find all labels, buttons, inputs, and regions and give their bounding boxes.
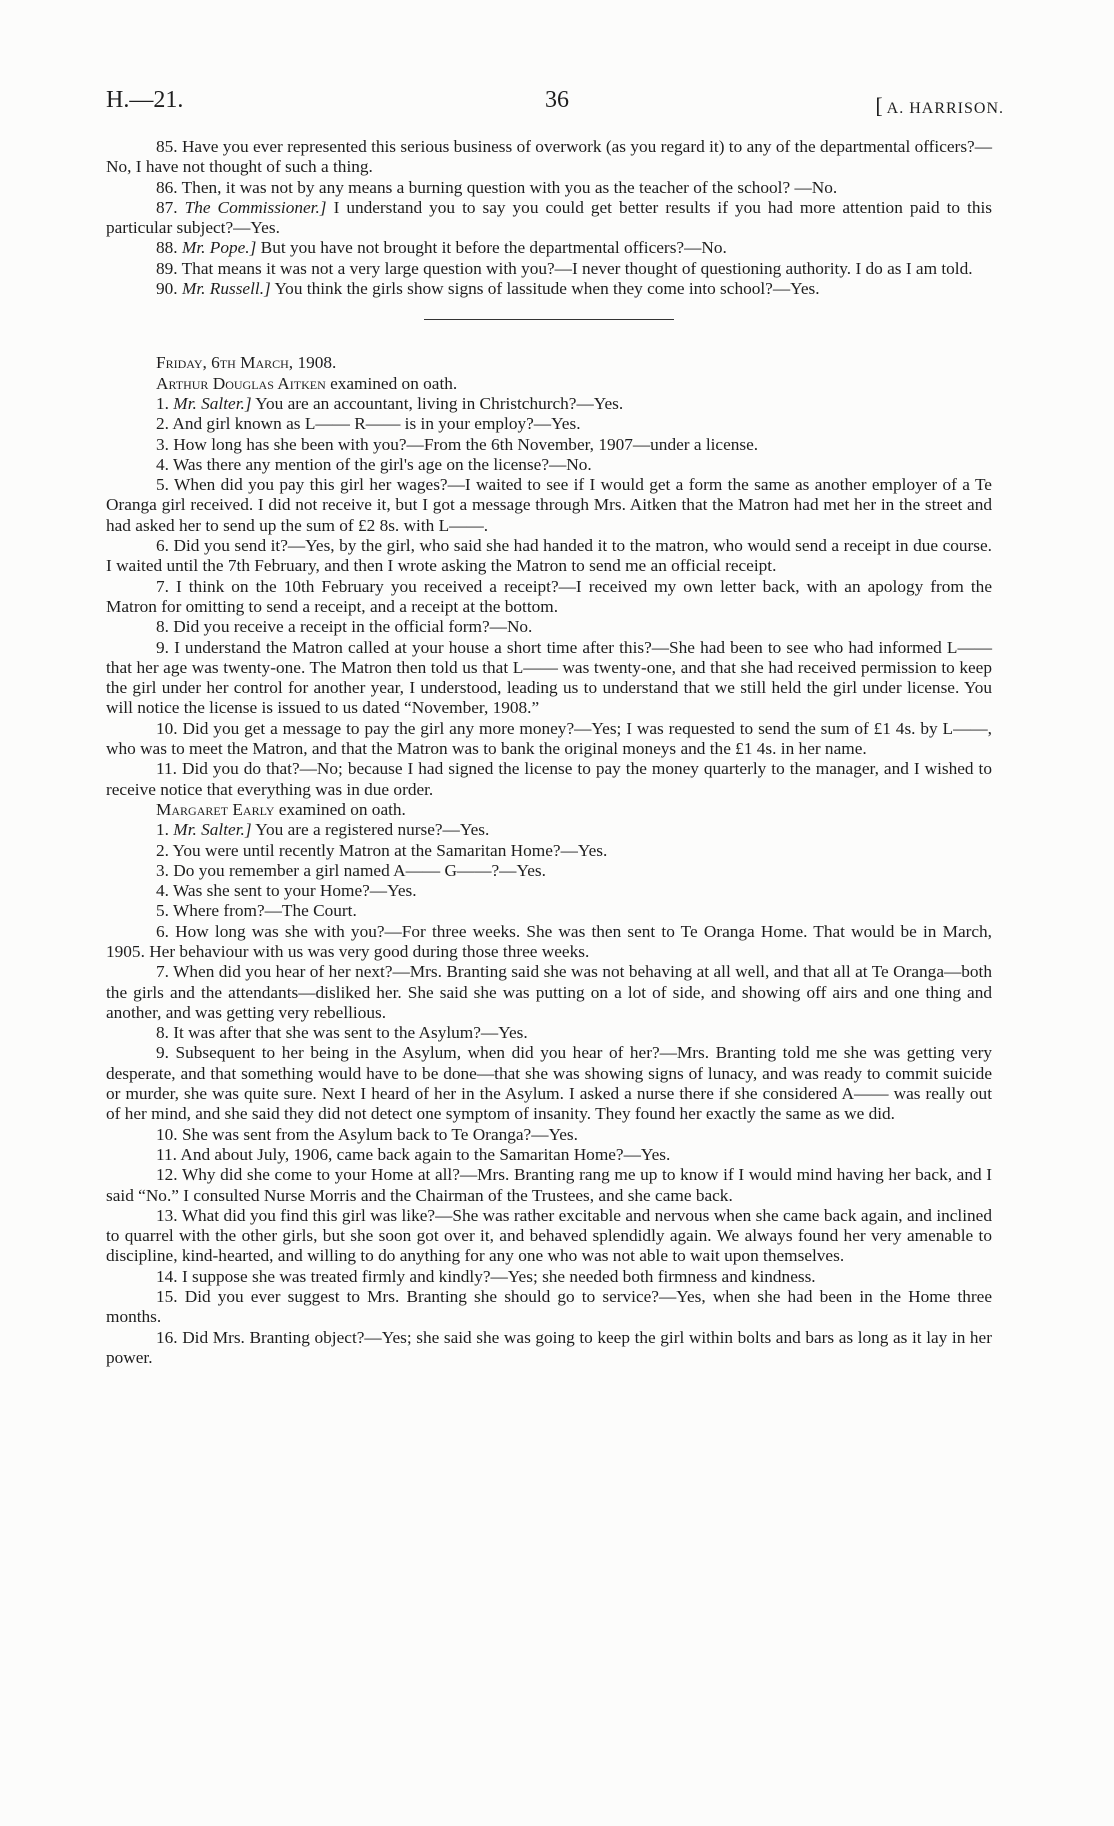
witness-suffix: examined on oath.: [330, 373, 458, 393]
question-paragraph: [106, 1328, 992, 1369]
question-number: 13.: [156, 1205, 178, 1225]
question-paragraph: [106, 638, 992, 719]
question-text: Did Mrs. Branting object?—Yes; she said she was going to keep the girl within bolts and bars as long as it lay in her power.: [106, 1327, 992, 1367]
question-text: I think on the 10th February you received a receipt?—I received my own letter back, with an apology from the Matron for omitting to send a receipt, and a receipt at the bottom.: [106, 576, 992, 616]
question-number: 10.: [156, 718, 178, 738]
question-paragraph: [106, 238, 992, 258]
question-paragraph: [106, 617, 992, 637]
question-text: She was sent from the Asylum back to Te Oranga?—Yes.: [181, 1124, 578, 1144]
question-text: Did you send it?—Yes, by the girl, who said she had handed it to the matron, who would send a receipt in due course. I waited until the 7th February, and then I wrote asking the Matron to send me an official receipt.: [106, 536, 992, 576]
bracket-mark: [: [875, 93, 884, 118]
question-paragraph: [106, 1165, 992, 1206]
question-text: You were until recently Matron at the Samaritan Home?—Yes.: [172, 840, 608, 860]
question-paragraph: [106, 536, 992, 577]
question-number: 10.: [156, 1124, 178, 1144]
question-number: 7.: [156, 576, 169, 596]
question-paragraph: [106, 279, 992, 299]
question-number: 11.: [156, 1144, 177, 1164]
question-number: 3.: [156, 860, 169, 880]
question-text: Subsequent to her being in the Asylum, when did you hear of her?—Mrs. Branting told me she was getting very desperate, and that something would have to be done—that she was showing signs of lunacy, and was ready to commit suicide or murder, she was quite sure. Next I heard of her in the Asylum. I asked a nurse there if she considered A—— was really out of her mind, and she said they did not detect one symptom of insanity. They found her exactly the same as we did.: [106, 1043, 993, 1124]
transcript-body: [106, 137, 992, 1368]
question-text: How long was she with you?—For three weeks. She was then sent to Te Oranga Home. That would be in March, 1905. Her behaviour with us was very good during those three weeks.: [106, 921, 992, 961]
section-harrison-questions: [106, 137, 992, 299]
question-paragraph: [106, 137, 992, 178]
document-reference: H.—21.: [106, 87, 184, 113]
question-paragraph: [106, 577, 992, 618]
question-text: Why did she come to your Home at all?—Mrs. Branting rang me up to know if I would mind having her back, and I said “No.” I consulted Nurse Morris and the Chairman of the Trustees, and she came back.: [106, 1165, 992, 1205]
speaker-name: Mr. Pope.]: [181, 238, 257, 258]
question-paragraph: [106, 435, 992, 455]
question-paragraph: [106, 198, 992, 239]
question-text: It was after that she was sent to the Asylum?—Yes.: [173, 1023, 528, 1043]
witness-heading-early: [106, 800, 992, 820]
page-number: 36: [545, 87, 569, 113]
question-number: 1.: [156, 820, 169, 840]
question-paragraph: [106, 1125, 992, 1145]
question-text: I understand the Matron called at your house a short time after this?—She had been to see who had informed L—— that her age was twenty-one. The Matron then told us that L—— was twenty-one, and that she had received permission to keep the girl under her control for another year, I understood, leading us to understand that we still held the girl under license. You will notice the license is issued to us dated “November, 1908.”: [106, 637, 993, 718]
question-number: 9.: [156, 1043, 169, 1063]
question-paragraph: [106, 841, 992, 861]
question-number: 89.: [156, 258, 178, 278]
question-text: I understand you to say you could get better results if you had more attention paid to this particular subject?—Yes.: [106, 197, 993, 238]
question-number: 4.: [156, 454, 169, 474]
question-text: Was she sent to your Home?—Yes.: [172, 881, 417, 901]
question-text: Then, it was not by any means a burning question with you as the teacher of the school? —No.: [181, 177, 838, 197]
question-number: 14.: [156, 1266, 178, 1286]
question-paragraph: [106, 414, 992, 434]
question-text: Did you receive a receipt in the official form?—No.: [173, 617, 533, 637]
witness-suffix: examined on oath.: [278, 799, 406, 819]
question-paragraph: [106, 259, 992, 279]
section-aitken-questions: [106, 394, 992, 800]
question-text: Was there any mention of the girl's age on the license?—No.: [172, 454, 592, 474]
question-number: 87.: [156, 197, 178, 217]
question-text: How long has she been with you?—From the 6th November, 1907—under a license.: [173, 434, 759, 454]
question-number: 85.: [156, 137, 178, 156]
question-paragraph: [106, 820, 992, 840]
question-paragraph: [106, 455, 992, 475]
question-text: You think the girls show signs of lassitude when they come into school?—Yes.: [274, 279, 820, 299]
question-number: 1.: [156, 393, 169, 413]
question-number: 8.: [156, 1023, 169, 1043]
question-number: 15.: [156, 1287, 178, 1307]
question-text: Have you ever represented this serious business of overwork (as you regard it) to any of the departmental officers?—No, I have not thought of such a thing.: [106, 137, 992, 177]
question-paragraph: [106, 922, 992, 963]
question-paragraph: [106, 861, 992, 881]
section-divider: [424, 319, 674, 320]
question-number: 5.: [156, 901, 169, 921]
question-text: And girl known as L—— R—— is in your employ?—Yes.: [172, 414, 581, 434]
question-number: 6.: [156, 921, 169, 941]
question-text: And about July, 1906, came back again to the Samaritan Home?—Yes.: [180, 1144, 671, 1164]
question-text: You are an accountant, living in Christchurch?—Yes.: [255, 393, 624, 413]
question-text: What did you find this girl was like?—She was rather excitable and nervous when she came back again, and inclined to quarrel with the other girls, but she soon got over it, and behaved splendidly again. We always found her very amenable to discipline, kind-hearted, and willing to do anything for any one who was not able to wait upon themselves.: [106, 1205, 992, 1266]
question-paragraph: [106, 962, 992, 1023]
question-number: 90.: [156, 279, 178, 299]
question-number: 6.: [156, 536, 169, 556]
question-paragraph: [106, 1287, 992, 1328]
question-text: I suppose she was treated firmly and kindly?—Yes; she needed both firmness and kindness.: [181, 1266, 816, 1286]
question-paragraph: [106, 719, 992, 760]
question-number: 7.: [156, 962, 169, 982]
speaker-name: The Commissioner.]: [184, 197, 327, 217]
question-text: But you have not brought it before the departmental officers?—No.: [260, 238, 727, 258]
question-text: Did you do that?—No; because I had signed the license to pay the money quarterly to the manager, and I wished to receive notice that everything was in due order.: [106, 759, 992, 799]
question-number: 88.: [156, 238, 178, 258]
witness-running-head: [875, 92, 1004, 123]
question-paragraph: [106, 178, 992, 198]
question-number: 9.: [156, 637, 169, 657]
witness-name: Margaret Early: [156, 799, 275, 819]
question-text: When did you hear of her next?—Mrs. Branting said she was not behaving at all well, and that all at Te Oranga—both the girls and the attendants—disliked her. She said she was putting on a lot of side, and showing off airs and one thing and another, and was getting very rebellious.: [106, 962, 992, 1022]
question-text: Did you get a message to pay the girl any more money?—Yes; I was requested to send the sum of £1 4s. by L——, who was to meet the Matron, and that the Matron was to bank the original moneys and the £1 4s. in her name.: [106, 718, 992, 759]
question-number: 2.: [156, 414, 169, 434]
question-text: Did you ever suggest to Mrs. Branting she should go to service?—Yes, when she had been in the Home three months.: [106, 1287, 993, 1327]
question-text: Do you remember a girl named A—— G——?—Yes.: [173, 860, 546, 880]
question-text: That means it was not a very large question with you?—I never thought of questioning authority. I do as I am told.: [181, 258, 973, 278]
question-number: 3.: [156, 434, 169, 454]
question-paragraph: [106, 1267, 992, 1287]
question-number: 2.: [156, 840, 169, 860]
question-paragraph: [106, 475, 992, 536]
question-number: 8.: [156, 617, 169, 637]
question-paragraph: [106, 1023, 992, 1043]
question-paragraph: [106, 1206, 992, 1267]
witness-running-head-text: A. HARRISON.: [886, 100, 1004, 117]
question-number: 5.: [156, 475, 169, 495]
question-paragraph: [106, 1145, 992, 1165]
section-early-questions: [106, 820, 992, 1368]
witness-name: Arthur Douglas Aitken: [156, 373, 326, 393]
question-paragraph: [106, 901, 992, 921]
question-paragraph: [106, 881, 992, 901]
question-paragraph: [106, 759, 992, 800]
question-text: When did you pay this girl her wages?—I waited to see if I would get a form the same as another employer of a Te Oranga girl received. I did not receive it, but I got a message through Mrs. Aitken that the Matron had met her in the street and had asked her to send up the sum of £2 8s. with L——.: [106, 475, 992, 535]
date-heading: Friday, 6th March, 1908.: [156, 353, 337, 373]
witness-heading-aitken: [106, 374, 992, 394]
question-number: 4.: [156, 881, 169, 901]
question-paragraph: [106, 394, 992, 414]
speaker-name: Mr. Salter.]: [173, 393, 252, 413]
question-number: 86.: [156, 177, 178, 197]
question-paragraph: [106, 1043, 992, 1124]
speaker-name: Mr. Russell.]: [181, 279, 271, 299]
speaker-name: Mr. Salter.]: [173, 820, 252, 840]
question-number: 11.: [156, 759, 177, 779]
question-text: Where from?—The Court.: [172, 901, 357, 921]
question-text: You are a registered nurse?—Yes.: [255, 820, 490, 840]
question-number: 12.: [156, 1165, 178, 1185]
question-number: 16.: [156, 1327, 178, 1347]
